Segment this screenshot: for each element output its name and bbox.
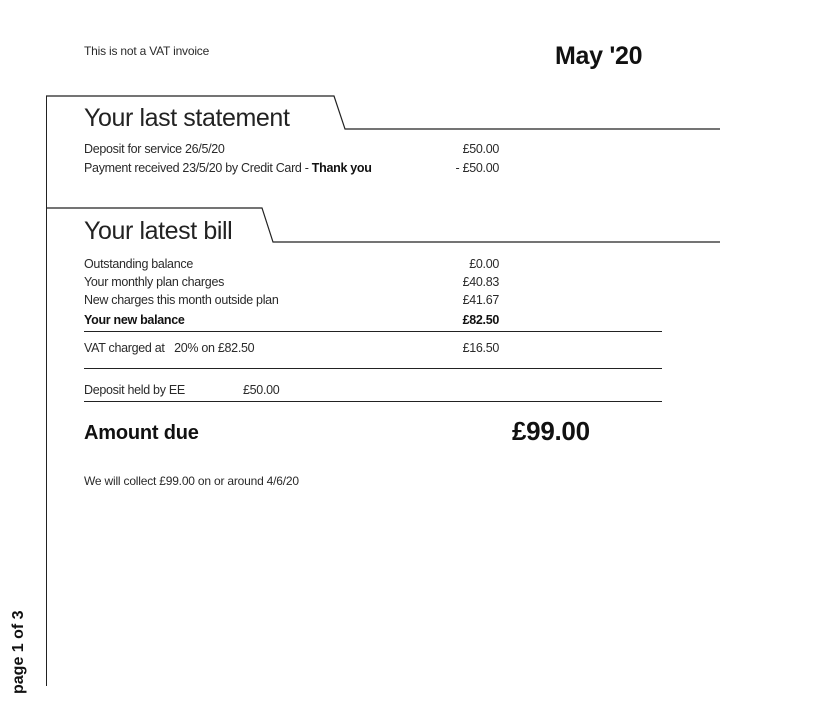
new-balance-amount: £82.50	[462, 313, 499, 327]
monthly-plan-charges-label: Your monthly plan charges	[84, 275, 225, 289]
divider	[84, 331, 662, 332]
thank-you-text: Thank you	[311, 161, 372, 175]
collection-note: We will collect £99.00 on or around 4/6/20	[84, 474, 299, 488]
new-balance-label: Your new balance	[84, 313, 185, 327]
vat-label: VAT charged at	[84, 341, 165, 355]
outside-plan-charges-amount: £41.67	[462, 293, 499, 307]
statement-month: May '20	[555, 42, 643, 70]
divider	[84, 401, 662, 402]
deposit-for-service-label: Deposit for service 26/5/20	[84, 142, 225, 156]
monthly-plan-charges-amount: £40.83	[462, 275, 499, 289]
last-statement-row-label	[84, 161, 372, 175]
latest-bill-title: Your latest bill	[84, 217, 233, 245]
last-statement-row-amount: - £50.00	[455, 161, 499, 175]
last-statement-title: Your last statement	[84, 104, 290, 132]
divider	[84, 368, 662, 369]
payment-received-label: Payment received 23/5/20 by Credit Card -	[84, 161, 312, 175]
deposit-held-amount: £50.00	[243, 383, 280, 397]
last-statement-row-label	[84, 142, 225, 156]
deposit-held-label: Deposit held by EE	[84, 383, 185, 397]
vat-row-label	[84, 341, 254, 355]
vat-rate-text: 20% on £82.50	[174, 341, 255, 355]
last-statement-row-amount: £50.00	[462, 142, 499, 156]
outstanding-balance-label: Outstanding balance	[84, 257, 193, 271]
vat-notice: This is not a VAT invoice	[84, 44, 210, 58]
page-number: page 1 of 3	[10, 610, 27, 694]
vat-amount: £16.50	[462, 341, 499, 355]
outside-plan-charges-label: New charges this month outside plan	[84, 293, 279, 307]
amount-due-value: £99.00	[512, 416, 590, 446]
outstanding-balance-amount: £0.00	[469, 257, 499, 271]
amount-due-label: Amount due	[84, 422, 199, 444]
